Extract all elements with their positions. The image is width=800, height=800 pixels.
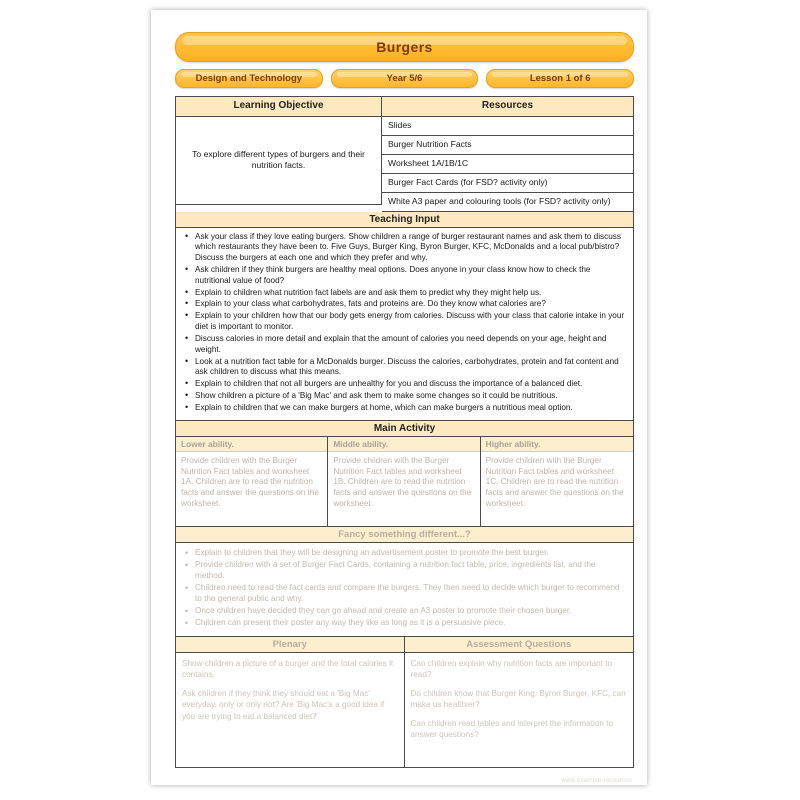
list-item: Burger Nutrition Facts <box>382 136 633 155</box>
ability-column-higher <box>481 437 633 526</box>
list-item: • Look at a nutrition fact table for a McDonalds burger. Discuss the calories, carbohydrates, protein and fat content and ask children to discuss what this means. <box>195 357 627 379</box>
list-item: • Discuss calories in more detail and explain that the amount of calories you need depends on your age, height and weight. <box>195 334 627 356</box>
ability-text: Provide children with the Burger Nutrition Fact tables and worksheet 1B. Children are to read the nutrition facts and answer the questions on the worksheet. <box>333 455 472 509</box>
ability-column-lower <box>176 437 328 526</box>
document-title-banner <box>175 32 634 62</box>
table-header-row <box>176 97 633 117</box>
meta-pill-row <box>175 69 634 88</box>
list-item: • Explain to your class what carbohydrates, fats and proteins are. Do they know what calories are? <box>195 299 627 310</box>
plenary-paragraph: Ask children if they think they should eat a 'Big Mac' everyday, only or only not? Are 'Big Mac's a good idea if you are trying to eat a balanced diet? <box>182 688 385 721</box>
lesson-pill <box>486 69 634 88</box>
list-item: White A3 paper and colouring tools (for FSD? activity only) <box>388 195 611 206</box>
assessment-body <box>405 653 634 768</box>
list-item: • Show children a picture of a 'Big Mac' and ask them to make some changes so it could be nutritious. <box>195 391 627 402</box>
teaching-input-section <box>176 228 633 421</box>
plenary-paragraph: Show children a picture of a burger and the total calories it contains. <box>182 658 394 680</box>
objective-resources-row <box>176 117 633 212</box>
page-title: Burgers <box>376 39 433 55</box>
ability-label: Higher ability. <box>481 437 633 452</box>
list-item: Burger Fact Cards (for FSD? activity only) <box>382 174 633 193</box>
list-item: • Explain to children that not all burgers are unhealthy for you and discuss the importance of a balanced diet. <box>195 379 627 390</box>
lesson-plan <box>175 32 634 784</box>
learning-objective-text: To explore different types of burgers and their nutrition facts. <box>176 117 382 205</box>
ability-column-middle <box>328 437 480 526</box>
list-item: • Explain to children that they will be designing an advertisement poster to promote the best burger. <box>195 548 627 559</box>
resources-list <box>382 117 633 212</box>
list-item: Worksheet 1A/1B/1C <box>382 155 633 174</box>
ability-label: Lower ability. <box>176 437 327 452</box>
subject-pill <box>175 69 323 88</box>
year-label: Year 5/6 <box>386 73 423 84</box>
assessment-paragraph: Can children explain why nutrition facts are important to read? <box>410 658 613 680</box>
ability-label: Middle ability. <box>328 437 479 452</box>
main-activity-columns <box>176 437 633 527</box>
list-item: • Once children have decided they can go ahead and create an A3 poster to promote their chosen burger. <box>195 606 627 617</box>
lesson-table <box>175 96 634 768</box>
subject-label: Design and Technology <box>195 73 303 84</box>
list-item: • Ask your class if they love eating burgers. Show children a range of burger restaurant names and ask them to discuss which restaurants they have been to. Five Guys, Burger King, Byron Burger, KFC, McDonalds and a local pub/bistro? Discuss the burgers at each one and which they prefer and why. <box>195 232 627 264</box>
year-pill <box>331 69 479 88</box>
document-page <box>151 10 647 785</box>
ability-text: Provide children with the Burger Nutrition Fact tables and worksheet 1A. Children are to read the nutrition facts and answer the questions on the worksheet. <box>181 455 319 509</box>
lesson-label: Lesson 1 of 6 <box>529 73 591 84</box>
plenary-column <box>176 637 405 768</box>
assessment-column <box>405 637 634 768</box>
fancy-something-different-section <box>176 543 633 637</box>
list-item: • Children can present their poster any way they like as long as it is a persuasive piece. <box>195 618 627 629</box>
plenary-header: Plenary <box>176 637 404 653</box>
list-item: Slides <box>382 117 633 136</box>
assessment-header: Assessment Questions <box>405 637 634 653</box>
list-item: • Explain to children that we can make burgers at home, which can make burgers a nutritious meal option. <box>195 403 627 414</box>
list-item: • Explain to your children how that our body gets energy from calories. Discuss with your class that calorie intake in your diet is important to monitor. <box>195 311 627 333</box>
resources-header: Resources <box>382 97 633 117</box>
list-item: • Explain to children what nutrition fact labels are and ask them to predict why they might help us. <box>195 288 627 299</box>
plenary-assessment-row <box>176 637 633 768</box>
fancy-something-different-header: Fancy something different...? <box>176 527 633 543</box>
learning-objective-header: Learning Objective <box>176 97 382 117</box>
assessment-paragraph: Can children read tables and interpret the information to answer questions? <box>410 718 614 740</box>
plenary-body <box>176 653 404 768</box>
footer-note: www.example-resources <box>561 776 632 784</box>
main-activity-header: Main Activity <box>176 421 633 437</box>
list-item: • Provide children with a set of Burger Fact Cards, containing a nutrition fact table, price, ingredients list, and the method. <box>195 560 627 582</box>
ability-text: Provide children with the Burger Nutrition Fact tables and worksheet 1C. Children are to read the nutrition facts and answer the questions on the worksheet. <box>485 455 624 509</box>
list-item: • Ask children if they think burgers are healthy meal options. Does anyone in your class know how to check the nutritional value of food? <box>195 265 627 287</box>
teaching-input-header: Teaching Input <box>176 212 633 228</box>
assessment-paragraph: Do children know that Burger King, Byron Burger, KFC, can make us healthier? <box>410 688 626 710</box>
list-item: • Children need to read the fact cards and compare the burgers. They then need to decide which burger to recommend to the general public and why. <box>195 583 627 605</box>
